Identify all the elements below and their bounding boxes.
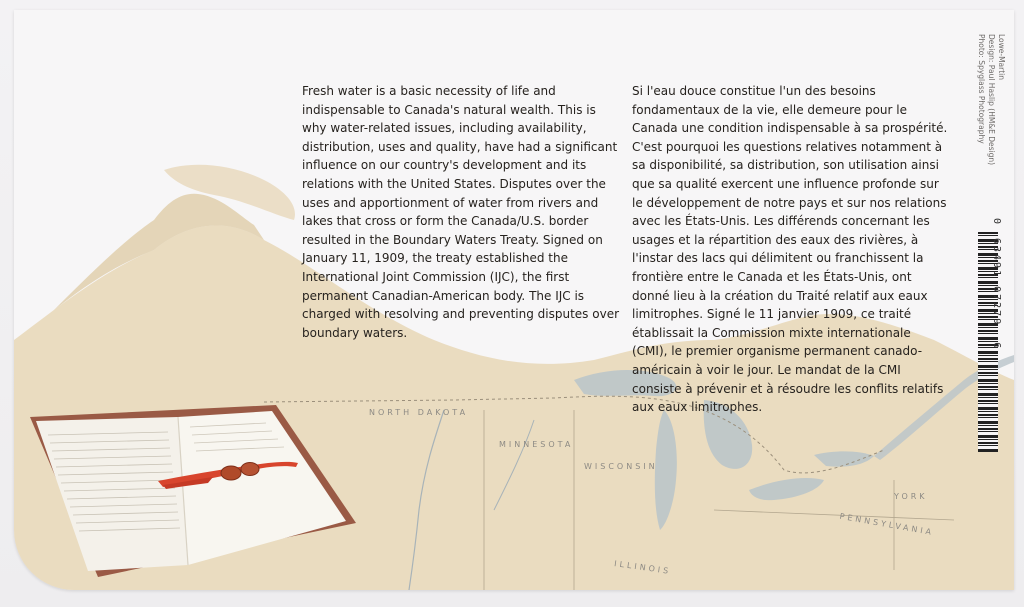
map-label-north-dakota: NORTH DAKOTA	[369, 408, 469, 417]
credit-photo: Photo: Spyglass Photography	[977, 34, 986, 144]
barcode-trail-digit: 6	[991, 342, 1002, 351]
map-label-york: YORK	[894, 492, 928, 501]
treaty-wax-seal	[221, 466, 241, 480]
credit-design: Design: Paul Haslip (HM&E Design)	[987, 34, 996, 166]
barcode-lead-digit: 0	[991, 218, 1002, 225]
map-label-illinois: ILLINOIS	[613, 559, 672, 576]
french-description: Si l'eau douce constitue l'un des besoins fondamentaux de la vie, elle demeure pour le Canada une condition indispensable à sa prospérité. C'est pourquoi les questions relatives notamment à sa disponibilité, sa distribution, son utilisation ainsi que sa qualité exercent une influence profonde sur le développement de notre pays et sur nos relations avec les États-Unis. Les différends concernant les usages et la répartition des eaux des rivières, à l'instar des lacs qui délimitent ou franchissent la frontière entre le Canada et les États-Unis, ont donné lieu à la création du Traité relatif aux eaux limitrophes. Signé le 11 janvier 1909, ce traité établissait la Commission mixte internationale (CMI), le premier organisme permanent canado-américain à voir le jour. Le mandat de la CMI consiste à prévenir et à résoudre les conflits relatifs aux eaux limitrophes.	[632, 84, 948, 415]
english-description: Fresh water is a basic necessity of life and indispensable to Canada's natural wealth. This is why water-related issues, including availability, distribution, uses and quality, have had a significant influence on our country's development and its relations with the United States. Disputes over the uses and apportionment of water from rivers and lakes that cross or form the Canada/U.S. border resulted in the Boundary Waters Treaty. Signed on January 11, 1909, the treaty established the International Joint Commission (IJC), the first permanent Canadian-American body. The IJC is charged with resolving and preventing disputes over boundary waters.	[302, 84, 620, 340]
barcode-number: 63491 07279	[991, 238, 1002, 327]
printer-design-credits	[966, 34, 1010, 234]
map-label-minnesota: MINNESOTA	[499, 440, 574, 449]
treaty-document-image	[28, 405, 358, 580]
credit-printer: Lowe-Martin	[997, 34, 1006, 81]
map-label-pennsylvania: PENNSYLVANIA	[838, 511, 935, 538]
upc-barcode	[978, 218, 1008, 472]
treaty-wax-seal	[241, 463, 259, 476]
barcode-digits	[991, 238, 1002, 350]
map-label-wisconsin: WISCONSIN	[584, 462, 658, 471]
insert-card	[14, 10, 1014, 590]
